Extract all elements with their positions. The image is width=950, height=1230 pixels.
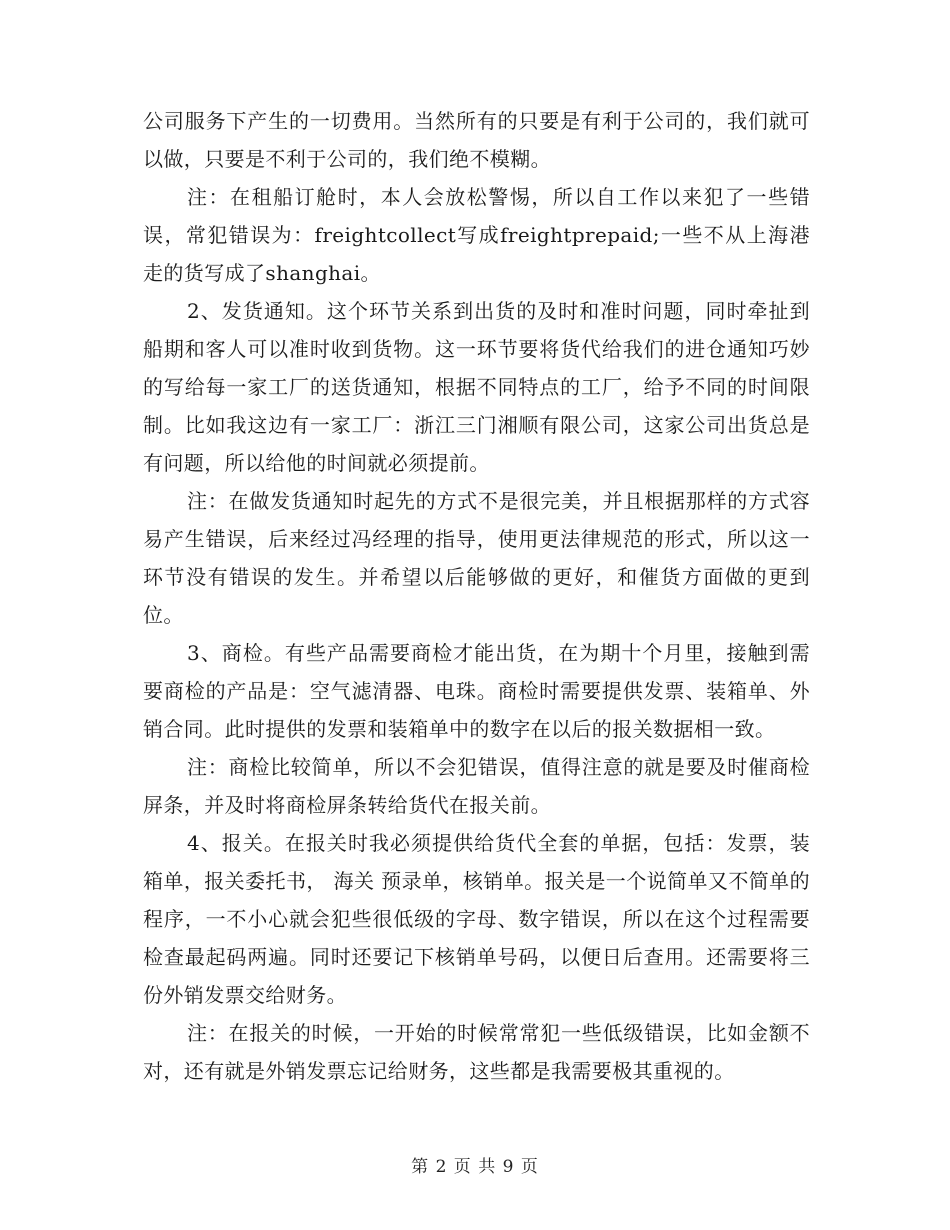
paragraph-note-shipping-notice: 注：在做发货通知时起先的方式不是很完美，并且根据那样的方式容易产生错误，后来经过冯经理的指导，使用更法律规范的形式，所以这一环节没有错误的发生。并希望以后能够做的更好，和催货方面做的更到位。 [143,489,810,627]
paragraph-continuation: 公司服务下产生的一切费用。当然所有的只要是有利于公司的，我们就可以做，只要是不利于公司的，我们绝不模糊。 [143,109,810,171]
body-text [143,102,810,1090]
paragraph-customs: 4、报关。在报关时我必须提供给货代全套的单据，包括：发票，装箱单，报关委托书， 海关 预录单，核销单。报关是一个说简单又不简单的程序，一不小心就会犯些很低级的字母、数字错误，所以在这个过程需要检查最起码两遍。同时还要记下核销单号码，以便日后查用。还需要将三份外销发票交给财务。 [143,831,810,1007]
paragraph-note-customs: 注：在报关的时候，一开始的时候常常犯一些低级错误，比如金额不对，还有就是外销发票忘记给财务，这些都是我需要极其重视的。 [143,1021,810,1083]
paragraph-note-booking: 注：在租船订舱时，本人会放松警惕，所以自工作以来犯了一些错误，常犯错误为：freightcollect写成freightprepaid;一些不从上海港走的货写成了shanghai。 [143,185,810,285]
page-number-footer: 第 2 页 共 9 页 [411,1157,539,1177]
paragraph-inspection: 3、商检。有些产品需要商检才能出货，在为期十个月里，接触到需要商检的产品是：空气滤清器、电珠。商检时需要提供发票、装箱单、外销合同。此时提供的发票和装箱单中的数字在以后的报关数据相一致。 [143,641,810,741]
paragraph-shipping-notice: 2、发货通知。这个环节关系到出货的及时和准时问题，同时牵扯到船期和客人可以准时收到货物。这一环节要将货代给我们的进仓通知巧妙的写给每一家工厂的送货通知，根据不同特点的工厂，给予不同的时间限制。比如我这边有一家工厂：浙江三门湘顺有限公司，这家公司出货总是有问题，所以给他的时间就必须提前。 [143,299,810,475]
paragraph-note-inspection: 注：商检比较简单，所以不会犯错误，值得注意的就是要及时催商检屏条，并及时将商检屏条转给货代在报关前。 [143,755,810,817]
